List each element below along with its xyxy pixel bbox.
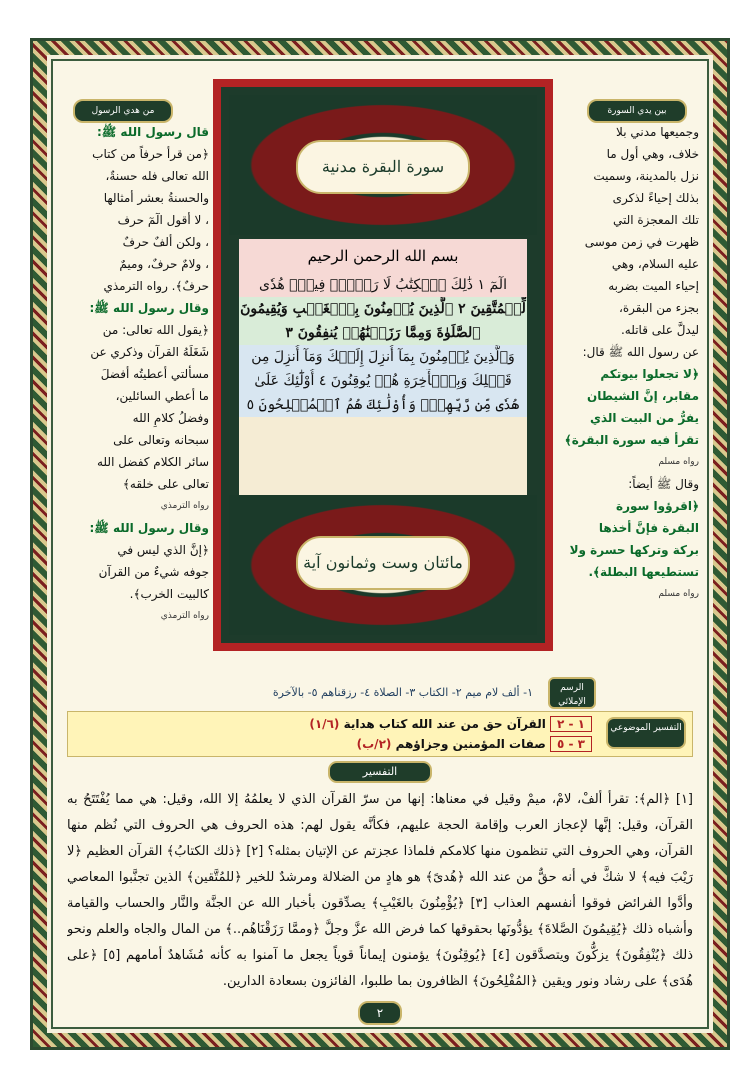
intro-line: وقال ﷺ أيضاً: (628, 477, 699, 491)
theme-range: ١ - ٢ (550, 716, 592, 732)
page-number: ٢ (358, 1001, 402, 1025)
theme-ref: (١/٦) (309, 717, 340, 731)
theme-ref: (٢/ب) (356, 737, 392, 751)
theme-row (357, 734, 592, 754)
surah-intro-tag: بين يدي السورة (587, 99, 687, 123)
hadith-line: سبحانه وتعالى على (113, 433, 209, 447)
hadith-column (61, 121, 209, 627)
intro-line: مقابر، إنَّ الشيطان (587, 389, 699, 403)
verse-line: قَبۡلِكَ وَبِٱلۡأٓخِرَةِ هُمۡ يُوقِنُونَ ٤ أُوْلَٰٓئِكَ عَلَىٰ (239, 369, 527, 393)
hadith-line: وقال رسول الله ﷺ: (89, 521, 209, 535)
intro-line: وجميعها مدني بلا (616, 125, 699, 139)
verse-line: وَٱلَّذِينَ يُؤۡمِنُونَ بِمَآ أُنزِلَ إِلَيۡكَ وَمَآ أُنزِلَ مِن (239, 345, 527, 369)
hadith-line: وقال رسول الله ﷺ: (89, 301, 209, 315)
hadith-line: سائر الكلام كفضل الله (97, 455, 209, 469)
hadith-line: ﴿من قرأ حرفاً من كتاب (92, 147, 209, 161)
verse-line: الٓمٓ ١ ذَٰلِكَ ٱلۡكِتَٰبُ لَا رَيۡبَۛ فِيهِۛ هُدٗى (239, 273, 527, 297)
intro-line: البقرة فإنَّ أخذها (598, 521, 699, 535)
intro-line: تلك المعجزة التي (612, 213, 699, 227)
intro-line: عليه السلام، وهي (611, 257, 699, 271)
rasm-tag: الرسم الإملائي (548, 677, 596, 709)
hadith-line: كالبيت الخرب﴾. (129, 587, 209, 601)
hadith-line: ما أعطي السائلين، (115, 389, 209, 403)
hadith-line: ﴿يقول الله تعالى: من (102, 323, 209, 337)
tafsir-heading: التفسير (328, 761, 432, 783)
intro-line: ﴿لا تجعلوا بيوتكم (600, 367, 699, 381)
hadith-line: قال رسول الله ﷺ: (96, 125, 209, 139)
mushaf-page (30, 38, 730, 1050)
tafsir-text: [١] ﴿الم﴾: تقرأ ألفْ، لامْ، ميمْ وقيل في معناها: إنها من سرّ القرآن الذي لا يعلمُهُ إلا الله، وقيل: هي مما يُفْتَتَحُ به القرآن، وقيل: إنَّها لإعجاز العرب وإقامة الحجة عليهم، فكأنَّه يقول لهم: هذه الحروف هي الحروف التي نُظم منها القرآن، وهي الحروف التي تنظمون منها كلامكم فلماذا عجزتم عن الإتيان بمثله؟ [٢] ﴿ذلك الكتابُ﴾ القرآن العظيم ﴿لا رَيْبَ فيه﴾ لا شكَّ في أنه حقٌّ من عند الله ﴿هُدىً﴾ هو هادٍ من الضلالة ومرشدٌ للخير ﴿للمُتَّقين﴾ الذين تجنَّبوا المعاصي وأدَّوا الفرائض فوقوا أنفسهم العذاب [٣] ﴿يُؤْمِنُونَ بالغَيْبِ﴾ يصدِّقون بأخبار الله عن الجنَّة والنَّار والحساب والقيامة وأشباه ذلك ﴿يُقِيمُونَ الصَّلاةَ﴾ يؤدُّونَها بحقوقها كما فرض الله عزَّ وجلَّ ﴿وممَّا رَزَقْنَاهُم..﴾ من المال والجاه والعلم ونحو ذلك ﴿يُنْفِقُونَ﴾ يزكُّونَ ويتصدَّقون [٤] ﴿يُوقِنُونَ﴾ يؤمنون إيماناً قوياً يجعل ما آمنوا به كأنه مُشَاهدٌ أمامهم [٥] ﴿على هُدَى﴾ على رشاد ونور ويقين ﴿المُفْلِحُونَ﴾ الظافرون بما طلبوا، الفائزون بسعادة الدارين. (67, 792, 693, 989)
intro-line: ظهرت في زمن موسى (584, 235, 699, 249)
intro-line: ليدلَّ على قاتله. (620, 323, 699, 337)
hadith-line: مسألتي أعطيتُه أفضلَ (100, 367, 209, 381)
verses-block (239, 239, 527, 509)
hadith-line: ﴿إنَّ الذي ليس في (117, 543, 209, 557)
hadith-line: الله تعالى فله حسنةٌ، (105, 169, 209, 183)
page-inner (51, 59, 709, 1029)
intro-line: عن رسول الله ﷺ قال: (582, 345, 699, 359)
intro-line: بركة وتركها حسرة ولا (569, 543, 699, 557)
mushaf-frame (213, 79, 553, 651)
hadith-line: والحسنةُ بعشر أمثالها (103, 191, 209, 205)
intro-line: ﴿اقرؤوا سورة (616, 499, 699, 513)
verse-count-title: مائتان وست وثمانون آية (296, 536, 470, 590)
hadith-line: حرفٌ﴾. رواه الترمذي (103, 279, 209, 293)
intro-line: تقرأ فيه سورة البقرة﴾ (564, 433, 699, 447)
intro-line: يفرُّ من البيت الذي (589, 411, 699, 425)
theme-range: ٣ - ٥ (550, 736, 592, 752)
intro-line: بذلك إحياءً لذكرى (612, 191, 699, 205)
verse-line: لِّلۡمُتَّقِينَ ٢ ٱلَّذِينَ يُؤۡمِنُونَ بِٱلۡغَيۡبِ وَيُقِيمُونَ (239, 297, 527, 321)
verse-line: هُدٗى مِّن رَّبِّهِمۡۖ وَأُوْلَٰٓئِكَ هُمُ ٱلۡمُفۡلِحُونَ ٥ (239, 393, 527, 417)
intro-source: رواه مسلم (658, 589, 699, 599)
theme-text: صفات المؤمنين وجزاؤهم (395, 737, 546, 751)
theme-text: القرآن حق من عند الله كتاب هداية (343, 717, 546, 731)
hadith-source: رواه الترمذي (160, 501, 209, 511)
hadith-line: وفضلُ كلامِ الله (132, 411, 209, 425)
themes-tag: التفسير الموضوعي (606, 717, 686, 749)
mushaf-frame-border (213, 79, 553, 651)
hadith-line: شَغَلَهُ القرآن وذكري عن (90, 345, 209, 359)
themes-box (67, 711, 693, 757)
hadith-line: ، ولامٌ حرفٌ، وميمٌ (119, 257, 209, 271)
intro-line: خلاف، وهي أول ما (606, 147, 699, 161)
hadith-source: رواه الترمذي (160, 611, 209, 621)
surah-intro-column (551, 121, 699, 605)
hadith-tag: من هدي الرسول (73, 99, 173, 123)
hadith-line: ، لا أقول الٓمٓ حرف (117, 213, 209, 227)
surah-title: سورة البقرة مدنية (296, 140, 470, 194)
verse-line: ٱلصَّلَوٰةَ وَمِمَّا رَزَقۡنَٰهُمۡ يُنفِقُونَ ٣ (239, 321, 527, 345)
hadith-line: تعالى على خلقه﴾ (122, 477, 209, 491)
intro-source: رواه مسلم (658, 457, 699, 467)
intro-line: نزل بالمدينة، وسميت (593, 169, 699, 183)
basmala: بسم الله الرحمن الرحيم (239, 239, 527, 273)
intro-line: تستطيعها البطلة﴾. (588, 565, 699, 579)
hadith-line: جوفه شيءٌ من القرآن (98, 565, 209, 579)
rasm-text: ١- ألف لام ميم ٢- الكتاب ٣- الصلاة ٤- رزقناهم ٥- بالآخرة (272, 686, 533, 699)
intro-line: بجزء من البقرة، (618, 301, 699, 315)
theme-row (309, 714, 592, 734)
intro-line: إحياء الميت بضربه (608, 279, 699, 293)
hadith-line: ، ولكن ألفٌ حرفٌ (122, 235, 209, 249)
